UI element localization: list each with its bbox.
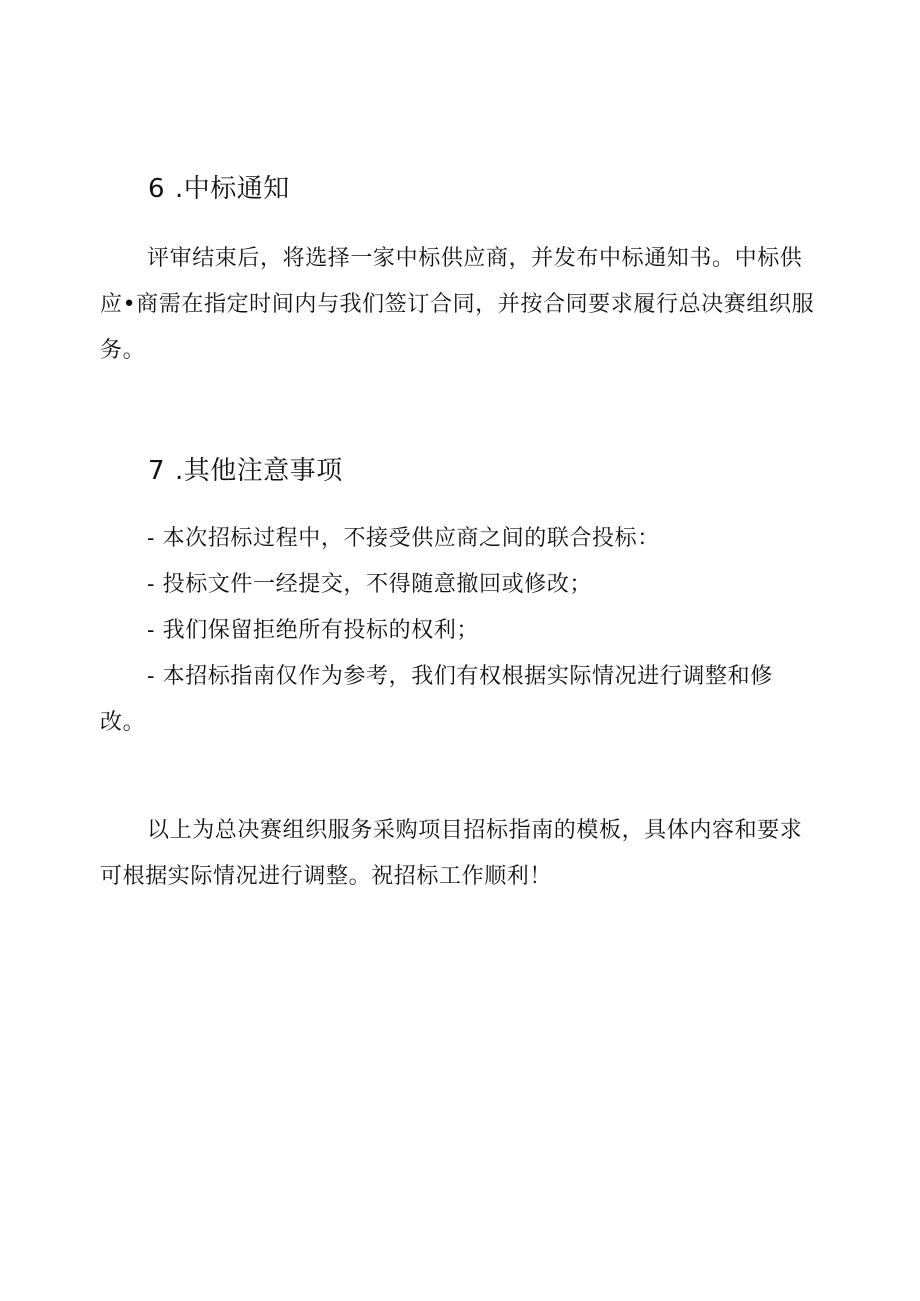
list-item <box>100 562 830 608</box>
notice-list <box>100 516 830 746</box>
section-7-title: .其他注意事项 <box>175 456 343 486</box>
section-6-paragraph <box>100 236 830 374</box>
paragraph-line: 评审结束后，将选择一家中标供应商，并发布中标通知书。中标供 <box>147 246 803 271</box>
list-item-text: - 本招标指南仅作为参考，我们有权根据实际情况进行调整和修 <box>147 664 773 689</box>
list-item-text: - 投标文件一经提交，不得随意撤回或修改； <box>147 572 593 597</box>
paragraph-line: 可根据实际情况进行调整。祝招标工作顺利！ <box>100 864 553 889</box>
paragraph-line: 以上为总决赛组织服务采购项目招标指南的模板，具体内容和要求 <box>147 818 803 843</box>
closing-paragraph <box>100 808 830 900</box>
list-item <box>100 654 830 746</box>
section-6-number: 6 <box>148 174 166 204</box>
paragraph-line: 务。 <box>100 338 146 363</box>
list-item-text: - 我们保留拒绝所有投标的权利； <box>147 618 480 643</box>
list-item <box>100 608 830 654</box>
section-6-title: .中标通知 <box>175 174 290 204</box>
section-7-heading <box>148 450 343 487</box>
section-7-number: 7 <box>148 456 166 486</box>
list-item-text: 改。 <box>100 710 146 735</box>
list-item-text: - 本次招标过程中，不接受供应商之间的联合投标： <box>147 526 660 551</box>
list-item <box>100 516 830 562</box>
paragraph-line: 应•商需在指定时间内与我们签订合同，并按合同要求履行总决赛组织服 <box>100 292 815 317</box>
section-6-heading <box>148 168 290 205</box>
